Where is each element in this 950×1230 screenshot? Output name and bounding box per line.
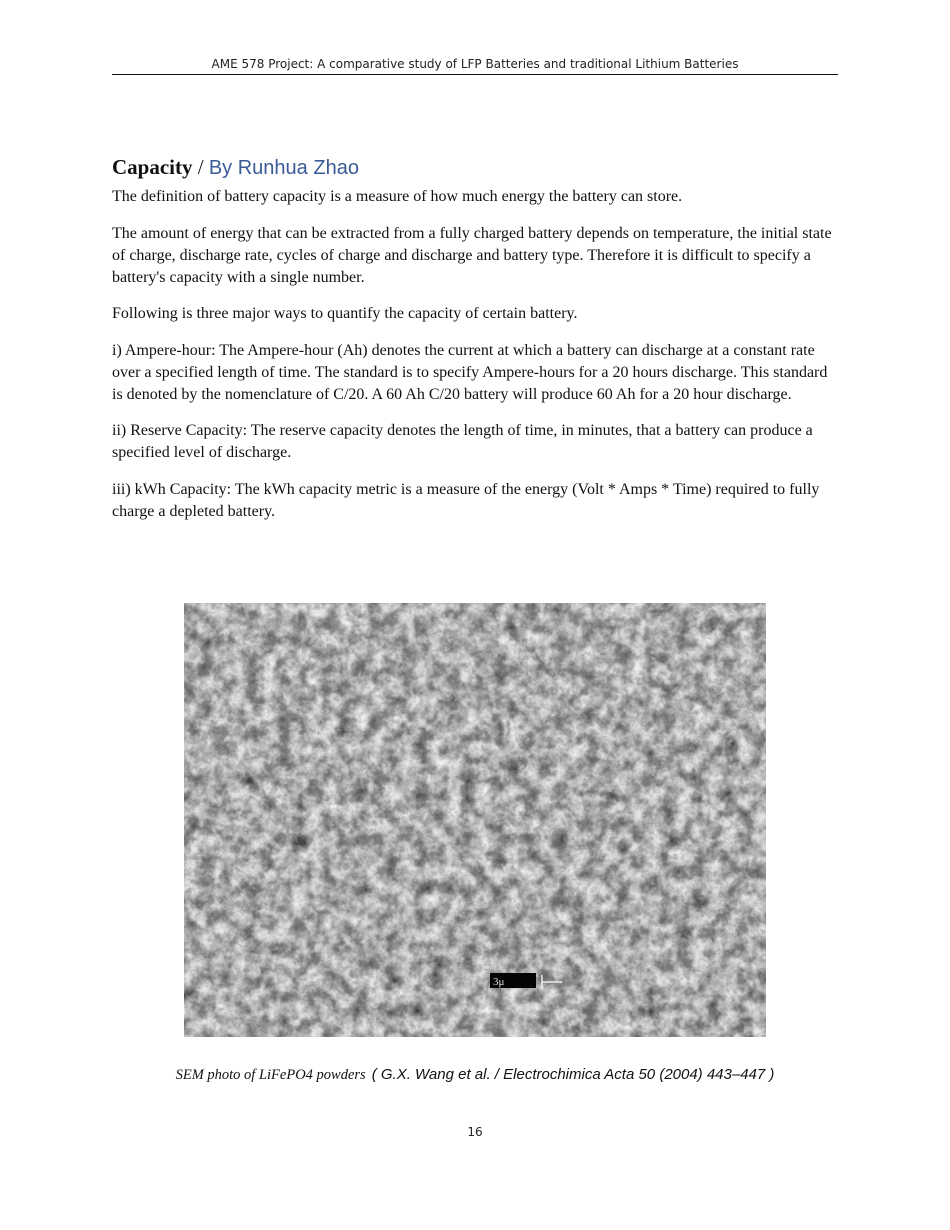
document-body bbox=[112, 153, 838, 537]
paragraph-definition: The definition of battery capacity is a measure of how much energy the battery can store. bbox=[112, 188, 683, 205]
sem-photo bbox=[184, 603, 766, 1037]
paragraph-ampere-hour: i) Ampere-hour: The Ampere-hour (Ah) denotes the current at which a battery can discharge at a constant rate over a specified length of time. The standard is to specify Ampere-hours for a 20 hours discharge. This standard is denoted by the nomenclature of C/20. A 60 Ah C/20 battery will produce 60 Ah for a 20 hour discharge. bbox=[112, 341, 828, 403]
caption-reference: ( G.X. Wang et al. / Electrochimica Acta 50 (2004) 443–447 ) bbox=[371, 1066, 775, 1083]
scale-bar-label: 3μ bbox=[493, 976, 505, 988]
paragraph-kwh-capacity: iii) kWh Capacity: The kWh capacity metric is a measure of the energy (Volt * Amps * Time) required to fully charge a depleted battery. bbox=[112, 480, 820, 520]
paragraph-intro-list: Following is three major ways to quantify the capacity of certain battery. bbox=[112, 305, 578, 322]
page-number: 16 bbox=[467, 1125, 483, 1139]
caption-main: SEM photo of LiFePO4 powders bbox=[175, 1067, 366, 1083]
figure-caption bbox=[0, 1066, 950, 1084]
section-heading bbox=[112, 153, 838, 182]
paragraph-factors: The amount of energy that can be extracted from a fully charged battery depends on temperature, the initial state of charge, discharge rate, cycles of charge and discharge and battery type. Therefore it is difficult to specify a battery's capacity with a single number. bbox=[112, 224, 832, 286]
running-header: AME 578 Project: A comparative study of LFP Batteries and traditional Lithium Batteries bbox=[211, 57, 739, 71]
section-title: Capacity bbox=[112, 155, 193, 179]
paragraph-reserve-capacity: ii) Reserve Capacity: The reserve capacity denotes the length of time, in minutes, that a battery can produce a specified level of discharge. bbox=[112, 422, 813, 461]
heading-separator: / bbox=[192, 155, 209, 179]
header-rule bbox=[112, 74, 838, 75]
section-author: By Runhua Zhao bbox=[208, 157, 359, 179]
sem-fine-texture bbox=[184, 603, 766, 1037]
